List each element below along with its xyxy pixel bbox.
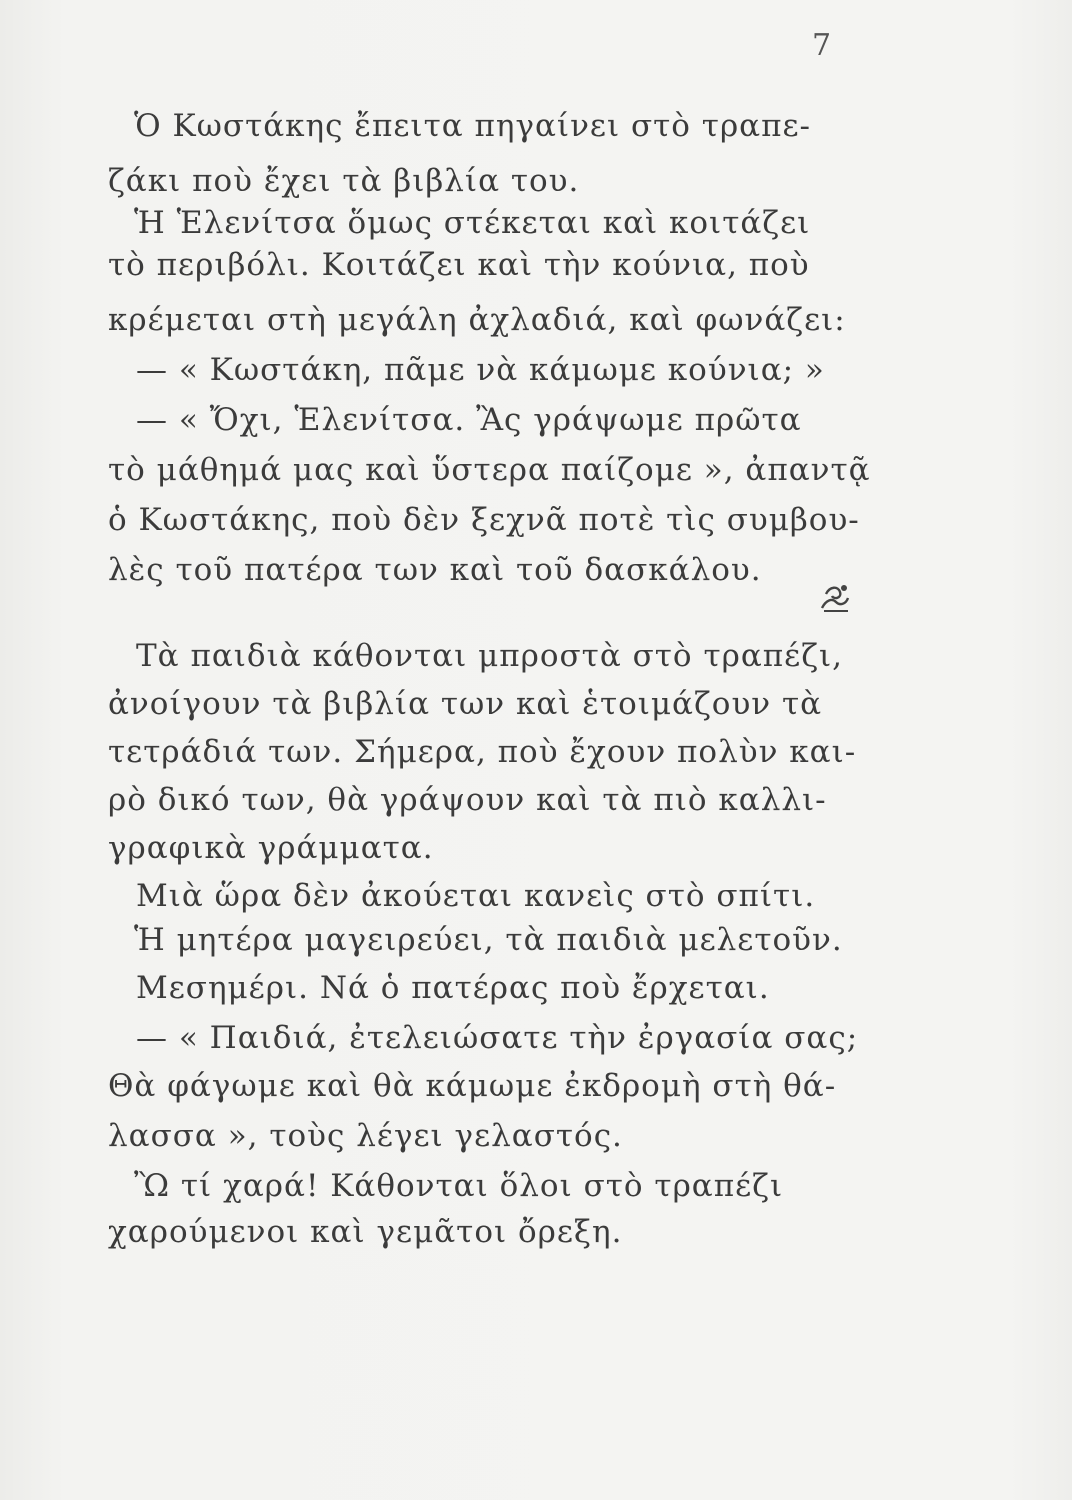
text-line: λὲς τοῦ πατέρα των καὶ τοῦ δασκάλου. <box>108 552 762 588</box>
text-line: — « Κωστάκη, πᾶμε νὰ κάμωμε κούνια; » <box>136 352 825 388</box>
text-line: ἀνοίγουν τὰ βιβλία των καὶ ἑτοιμάζουν τὰ <box>108 686 823 722</box>
text-line: — « Παιδιά, ἐτελειώσατε τὴν ἐργασία σας; <box>136 1020 859 1056</box>
text-line: ζάκι ποὺ ἔχει τὰ βιβλία του. <box>108 163 580 199</box>
text-line: γραφικὰ γράμματα. <box>108 830 434 866</box>
text-line: χαρούμενοι καὶ γεμᾶτοι ὄρεξη. <box>108 1214 623 1250</box>
text-line: Ἡ μητέρα μαγειρεύει, τὰ παιδιὰ μελετοῦν. <box>134 922 843 958</box>
text-line: Ὢ τί χαρά! Κάθονται ὅλοι στὸ τραπέζι <box>134 1168 784 1204</box>
text-line: Θὰ φάγωμε καὶ θὰ κάμωμε ἐκδρομὴ στὴ θά- <box>108 1068 837 1104</box>
text-line: Ἡ Ἑλενίτσα ὅμως στέκεται καὶ κοιτάζει <box>134 205 811 241</box>
text-line: Τὰ παιδιὰ κάθονται μπροστὰ στὸ τραπέζι, <box>136 638 843 674</box>
text-line: τὸ μάθημά μας καὶ ὕστερα παίζομε », ἀπαντᾷ <box>108 452 871 488</box>
text-line: τετράδιά των. Σήμερα, ποὺ ἔχουν πολὺν και- <box>108 734 857 770</box>
text-line: ὁ Κωστάκης, ποὺ δὲν ξεχνᾶ ποτὲ τὶς συμβου- <box>108 502 860 538</box>
text-line: Ὁ Κωστάκης ἔπειτα πηγαίνει στὸ τραπε- <box>134 108 812 144</box>
text-line: λασσα », τοὺς λέγει γελαστός. <box>108 1118 623 1154</box>
text-line: τὸ περιβόλι. Κοιτάζει καὶ τὴν κούνια, ποὺ <box>108 247 810 283</box>
text-line: κρέμεται στὴ μεγάλη ἀχλαδιά, καὶ φωνάζει: <box>108 302 846 338</box>
text-line: Μεσημέρι. Νά ὁ πατέρας ποὺ ἔρχεται. <box>136 970 770 1006</box>
text-line: Μιὰ ὥρα δὲν ἀκούεται κανεὶς στὸ σπίτι. <box>136 878 816 914</box>
text-line: — « Ὄχι, Ἑλενίτσα. Ἂς γράψωμε πρῶτα <box>136 402 802 438</box>
fleuron-ornament-icon <box>818 580 852 614</box>
text-line: ρὸ δικό των, θὰ γράψουν καὶ τὰ πιὸ καλλι- <box>108 782 827 818</box>
page-number: 7 <box>812 28 832 63</box>
